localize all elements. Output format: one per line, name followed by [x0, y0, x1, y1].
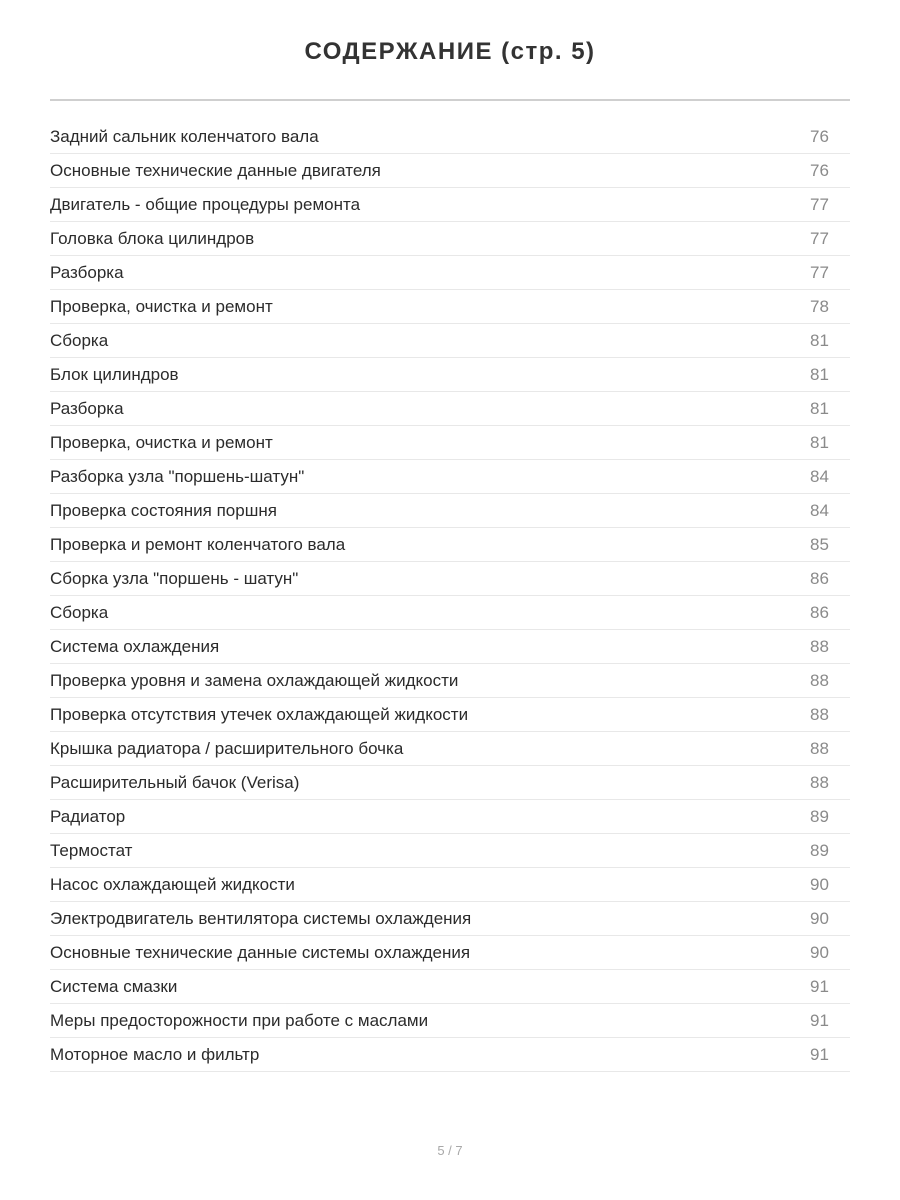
toc-entry-page-number: 88 — [810, 738, 829, 758]
toc-entry-title: Основные технические данные двигателя — [50, 160, 381, 180]
toc-entry[interactable] — [50, 562, 850, 596]
toc-entry-page-number: 88 — [810, 636, 829, 656]
toc-entry[interactable] — [50, 188, 850, 222]
toc-entry-page-number: 86 — [810, 568, 829, 588]
toc-entry[interactable] — [50, 732, 850, 766]
toc-entry[interactable] — [50, 1004, 850, 1038]
toc-entry-title: Двигатель - общие процедуры ремонта — [50, 194, 361, 214]
toc-entry[interactable] — [50, 256, 850, 290]
toc-entry-title: Проверка состояния поршня — [50, 500, 277, 520]
toc-entry[interactable] — [50, 800, 850, 834]
toc-entry-page-number: 89 — [810, 840, 829, 860]
toc-entry-title: Сборка узла "поршень - шатун" — [50, 568, 299, 588]
toc-entry-page-number: 81 — [810, 364, 829, 384]
toc-entry-title: Проверка, очистка и ремонт — [50, 296, 273, 316]
toc-entry-title: Проверка отсутствия утечек охлаждающей жидкости — [50, 704, 469, 724]
toc-entry[interactable] — [50, 528, 850, 562]
toc-entry-title: Разборка — [50, 262, 124, 282]
toc-entry[interactable] — [50, 120, 850, 154]
toc-entry[interactable] — [50, 494, 850, 528]
toc-entry-title: Проверка, очистка и ремонт — [50, 432, 273, 452]
toc-entry[interactable] — [50, 392, 850, 426]
toc-entry[interactable] — [50, 868, 850, 902]
toc-entry[interactable] — [50, 834, 850, 868]
toc-entry-page-number: 81 — [810, 432, 829, 452]
toc-entry[interactable] — [50, 460, 850, 494]
toc-entry-title: Моторное масло и фильтр — [50, 1044, 260, 1064]
toc-entry[interactable] — [50, 630, 850, 664]
toc-entry-page-number: 90 — [810, 942, 829, 962]
toc-entry-title: Сборка — [50, 602, 109, 622]
toc-entry-page-number: 88 — [810, 704, 829, 724]
toc-entry-page-number: 84 — [810, 500, 829, 520]
toc-entry-page-number: 81 — [810, 330, 829, 350]
toc-entry[interactable] — [50, 596, 850, 630]
toc-entry[interactable] — [50, 698, 850, 732]
toc-entry-title: Система смазки — [50, 976, 178, 996]
toc-entry-page-number: 76 — [810, 126, 829, 146]
toc-entry-title: Головка блока цилиндров — [50, 228, 255, 248]
toc-entry[interactable] — [50, 902, 850, 936]
toc-entry-page-number: 88 — [810, 670, 829, 690]
toc-entry[interactable] — [50, 222, 850, 256]
toc-entry[interactable] — [50, 290, 850, 324]
toc-entry-title: Насос охлаждающей жидкости — [50, 874, 295, 894]
toc-entry-page-number: 90 — [810, 874, 829, 894]
toc-entry[interactable] — [50, 324, 850, 358]
toc-entry-page-number: 77 — [810, 262, 829, 282]
toc-entry-page-number: 81 — [810, 398, 829, 418]
toc-entry[interactable] — [50, 154, 850, 188]
toc-entry[interactable] — [50, 1038, 850, 1072]
page-pagination: 5 / 7 — [437, 1143, 463, 1158]
toc-entry-title: Сборка — [50, 330, 109, 350]
toc-entry-title: Задний сальник коленчатого вала — [50, 126, 319, 146]
toc-entry-title: Меры предосторожности при работе с маслами — [50, 1010, 429, 1030]
toc-entry-title: Расширительный бачок (Verisa) — [50, 772, 300, 792]
toc-entry-page-number: 78 — [810, 296, 829, 316]
toc-entry-title: Крышка радиатора / расширительного бочка — [50, 738, 404, 758]
toc-entry-title: Разборка узла "поршень-шатун" — [50, 466, 305, 486]
toc-entry-page-number: 88 — [810, 772, 829, 792]
title-divider — [50, 99, 850, 101]
toc-entry-page-number: 84 — [810, 466, 829, 486]
toc-entry-title: Термостат — [50, 840, 133, 860]
toc-entry-title: Проверка и ремонт коленчатого вала — [50, 534, 346, 554]
toc-entry-page-number: 91 — [810, 1044, 829, 1064]
toc-entry-page-number: 89 — [810, 806, 829, 826]
toc-entry-page-number: 86 — [810, 602, 829, 622]
toc-entry-page-number: 77 — [810, 194, 829, 214]
toc-entry-title: Блок цилиндров — [50, 364, 179, 384]
toc-entry[interactable] — [50, 766, 850, 800]
toc-entry[interactable] — [50, 936, 850, 970]
toc-entry-page-number: 91 — [810, 1010, 829, 1030]
page-title: СОДЕРЖАНИЕ (стр. 5) — [304, 38, 596, 65]
toc-entry-title: Система охлаждения — [50, 636, 220, 656]
toc-entry-title: Электродвигатель вентилятора системы охлаждения — [50, 908, 472, 928]
toc-entry-page-number: 77 — [810, 228, 829, 248]
table-of-contents — [50, 120, 850, 1072]
toc-entry-page-number: 85 — [810, 534, 829, 554]
toc-entry[interactable] — [50, 426, 850, 460]
toc-entry-title: Радиатор — [50, 806, 126, 826]
toc-entry-page-number: 76 — [810, 160, 829, 180]
toc-entry-title: Проверка уровня и замена охлаждающей жидкости — [50, 670, 459, 690]
toc-entry[interactable] — [50, 664, 850, 698]
toc-entry-title: Разборка — [50, 398, 124, 418]
toc-entry-title: Основные технические данные системы охлаждения — [50, 942, 471, 962]
toc-entry[interactable] — [50, 970, 850, 1004]
toc-entry-page-number: 91 — [810, 976, 829, 996]
toc-entry[interactable] — [50, 358, 850, 392]
toc-entry-page-number: 90 — [810, 908, 829, 928]
